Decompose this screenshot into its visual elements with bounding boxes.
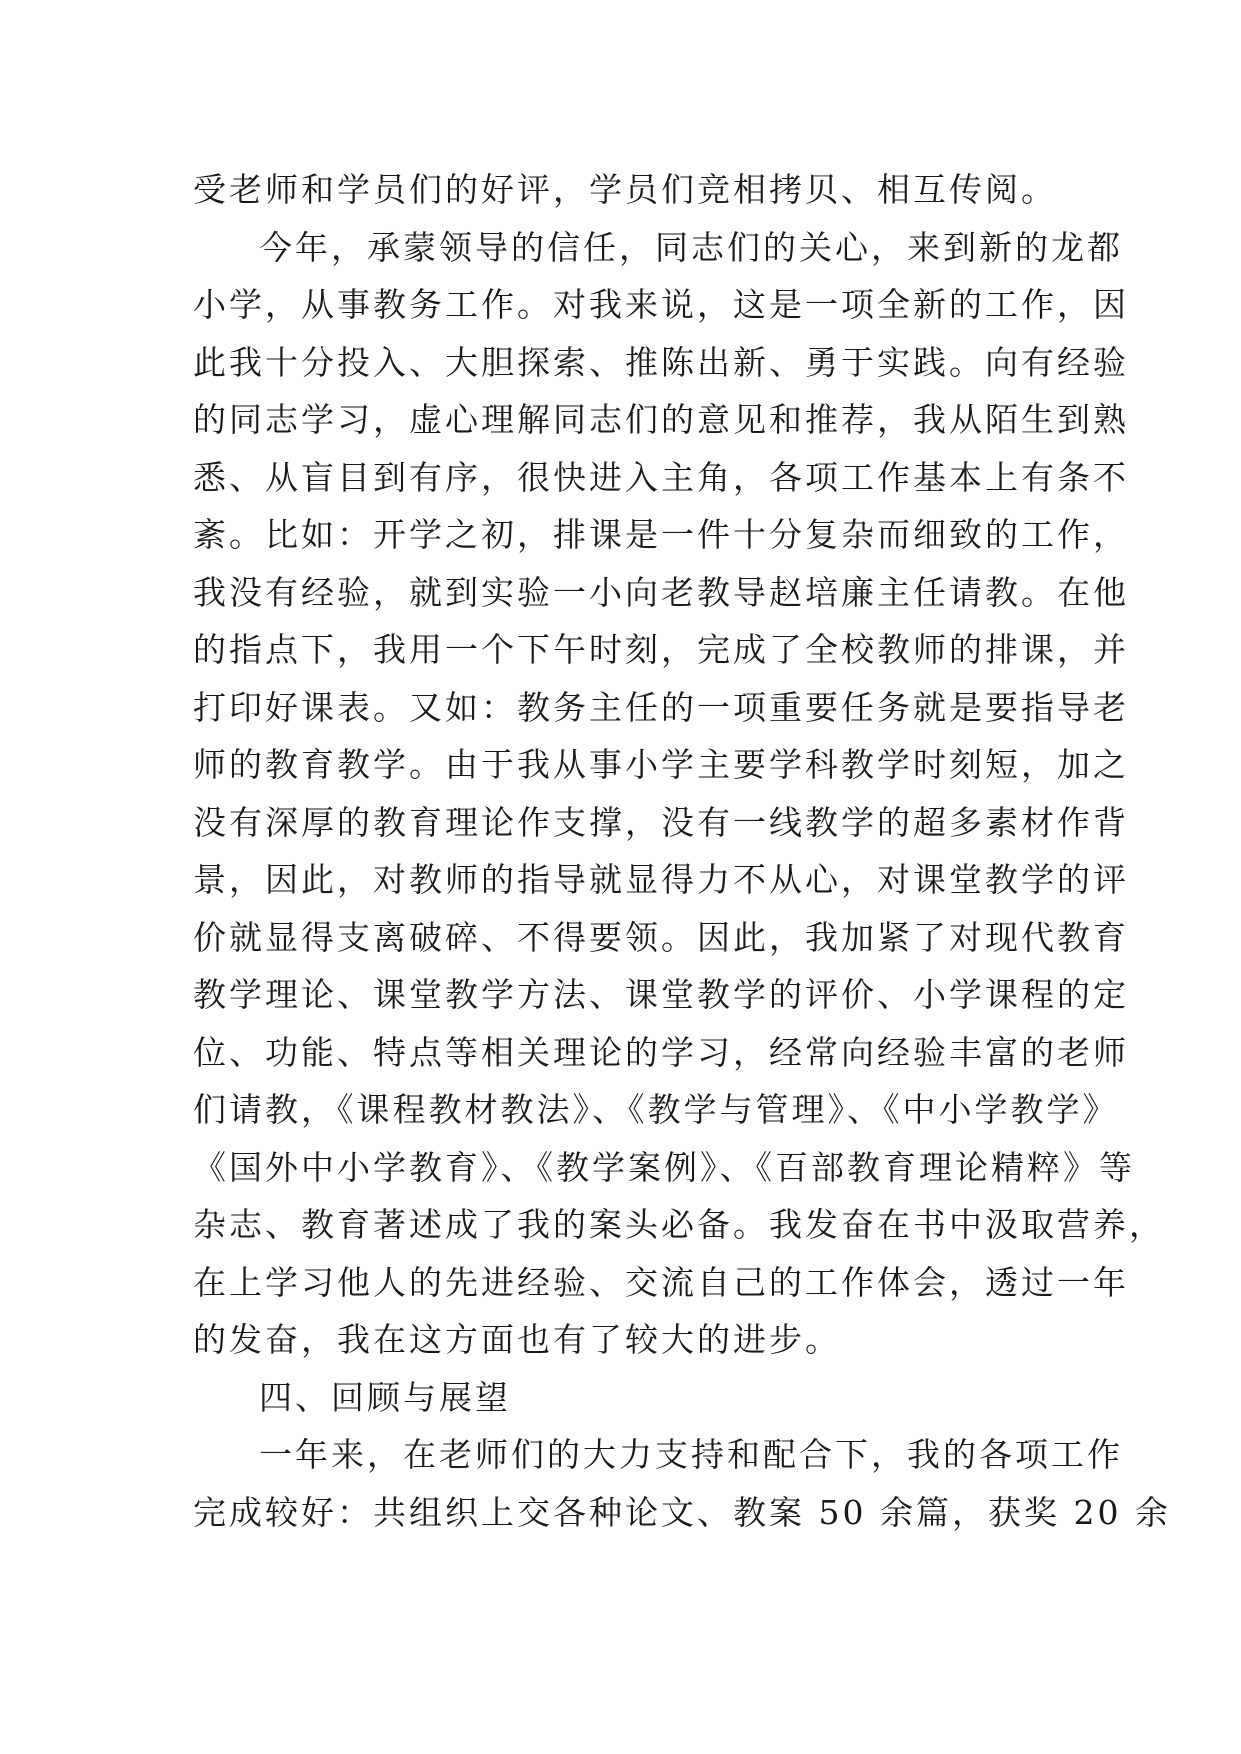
text-line: 打印好课表。又如：教务主任的一项重要任务就是要指导老 xyxy=(193,687,1129,727)
text-line: 此我十分投入、大胆探索、推陈出新、勇于实践。向有经验 xyxy=(193,342,1129,382)
text-line: 《国外中小学教育》、《教学案例》、《百部教育理论精粹》等 xyxy=(193,1147,1135,1187)
text-line: 的发奋，我在这方面也有了较大的进步。 xyxy=(193,1320,841,1359)
text-line: 一年来，在老师们的大力支持和配合下，我的各项工作 xyxy=(259,1435,1123,1474)
text-line: 悉、从盲目到有序，很快进入主角，各项工作基本上有条不 xyxy=(193,457,1129,497)
text-line: 小学，从事教务工作。对我来说，这是一项全新的工作，因 xyxy=(193,285,1129,324)
document-body xyxy=(193,161,1171,1541)
text-line: 景，因此，对教师的指导就显得力不从心，对课堂教学的评 xyxy=(193,860,1129,899)
text-line: 我没有经验，就到实验一小向老教导赵培廉主任请教。在他 xyxy=(193,572,1129,612)
text-line: 位、功能、特点等相关理论的学习，经常向经验丰富的老师 xyxy=(193,1032,1129,1072)
text-line: 完成较好：共组织上交各种论文、教案 50 余篇，获奖 20 余 xyxy=(193,1492,1171,1532)
text-line: 师的教育教学。由于我从事小学主要学科教学时刻短，加之 xyxy=(193,745,1129,784)
text-line: 们请教，《课程教材教法》、《教学与管理》、《中小学教学》 xyxy=(193,1090,1119,1129)
text-line: 没有深厚的教育理论作支撑，没有一线教学的超多素材作背 xyxy=(193,802,1129,842)
text-line: 杂志、教育著述成了我的案头必备。我发奋在书中汲取营养， xyxy=(193,1205,1165,1244)
text-line: 教学理论、课堂教学方法、课堂教学的评价、小学课程的定 xyxy=(193,975,1129,1014)
text-line: 紊。比如：开学之初，排课是一件十分复杂而细致的工作， xyxy=(193,515,1129,554)
text-line: 在上学习他人的先进经验、交流自己的工作体会，透过一年 xyxy=(193,1262,1129,1302)
text-line: 的指点下，我用一个下午时刻，完成了全校教师的排课，并 xyxy=(193,630,1129,669)
text-line: 的同志学习，虚心理解同志们的意见和推荐，我从陌生到熟 xyxy=(193,400,1129,439)
text-line: 今年，承蒙领导的信任，同志们的关心，来到新的龙都 xyxy=(259,227,1123,267)
section-heading: 四、回顾与展望 xyxy=(259,1377,511,1417)
text-line: 受老师和学员们的好评，学员们竞相拷贝、相互传阅。 xyxy=(193,170,1057,209)
text-line: 价就显得支离破碎、不得要领。因此，我加紧了对现代教育 xyxy=(193,917,1129,957)
